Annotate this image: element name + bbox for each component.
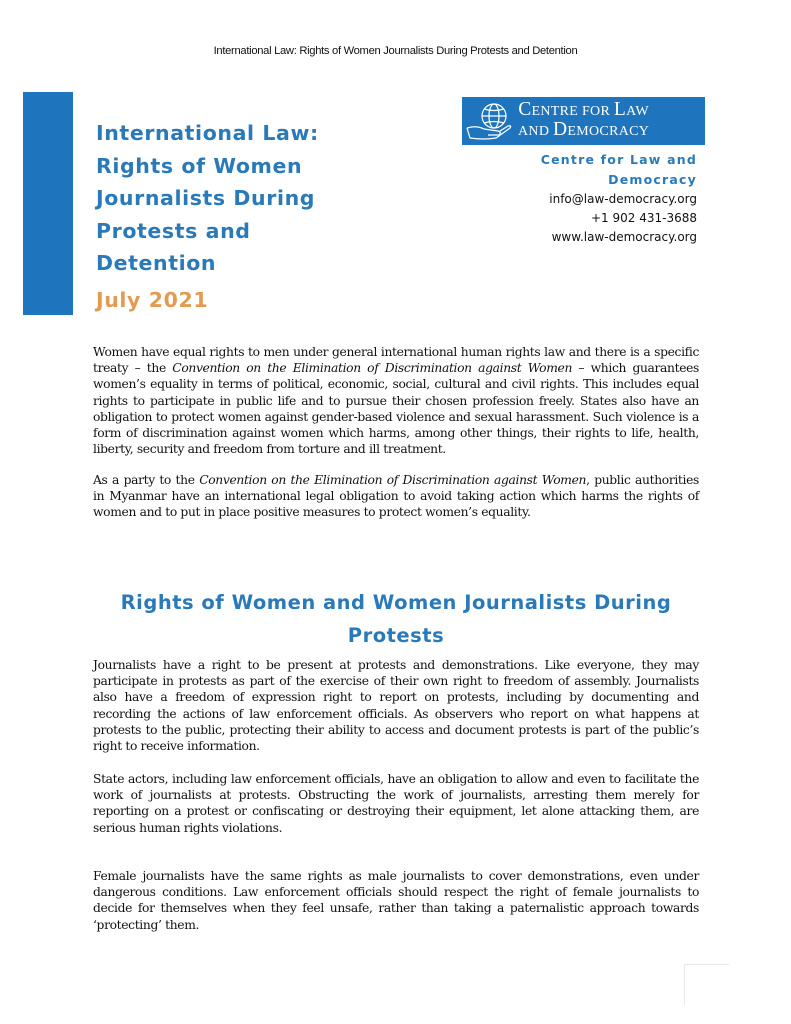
organization-logo (462, 97, 705, 145)
title-line: International Law: (96, 121, 319, 145)
section-heading: Rights of Women and Women Journalists During Protests (120, 591, 672, 647)
contact-website[interactable]: www.law-democracy.org (551, 230, 697, 244)
body-paragraph: State actors, including law enforcement officials, have an obligation to allow and even to facilitate the work of journalists at protests. Obstructing the work of journalists, arresting them merely for reporting on a protest or confiscating or destroying their equipment, let alone attacking them, are serious human rights violations. (93, 772, 699, 835)
document-title (96, 117, 356, 280)
contact-org-name: Centre for Law and Democracy (540, 152, 697, 187)
title-line: Detention (96, 251, 217, 275)
title-line: Protests and (96, 218, 251, 243)
running-header: International Law: Rights of Women Journalists During Protests and Detention (213, 45, 578, 57)
accent-bar (23, 92, 73, 315)
contact-phone: +1 902 431-3688 (591, 211, 697, 225)
title-line: Journalists During (96, 186, 316, 210)
contact-block (527, 150, 697, 247)
intro-paragraph: Women have equal rights to men under general international human rights law and there is a specific treaty – the Convention on the Elimination of Discrimination against Women – which guarantees women’s equality in terms of political, economic, social, cultural and civil rights. This includes equal rights to participate in public life and to pursue their chosen profession freely. States also have an obligation to protect women against gender-based violence and sexual harassment. Such violence is a form of discrimination against women which harms, among other things, their rights to life, health, liberty, security and freedom from torture and ill treatment. (93, 345, 700, 457)
treaty-name: Convention on the Elimination of Discrimination against Women (199, 473, 587, 487)
page-corner-mark (684, 964, 729, 1005)
globe-in-hands-icon (464, 98, 516, 144)
body-paragraph: Journalists have a right to be present at protests and demonstrations. Like everyone, they may participate in protests as part of the exercise of their own right to freedom of assembly. Journalists also have a freedom of expression right to report on protests, including by documenting and recording the actions of law enforcement officials. As observers who report on what happens at protests to the public, protecting their ability to access and document protests is part of the public’s right to receive information. (93, 658, 699, 754)
contact-email[interactable]: info@law-democracy.org (549, 192, 697, 206)
logo-line-2: AND DEMOCRACY (518, 119, 650, 140)
myanmar-obligation-paragraph: As a party to the Convention on the Elimination of Discrimination against Women, public authorities in Myanmar have an international legal obligation to avoid taking action which harms the rights of women and to put in place positive measures to protect women’s equality. (93, 473, 699, 520)
body-paragraph: Female journalists have the same rights as male journalists to cover demonstrations, even under dangerous conditions. Law enforcement officials should respect the right of female journalists to decide for themselves when they feel unsafe, rather than taking a paternalistic approach towards ‘protecting’ them. (93, 869, 699, 932)
publication-date: July 2021 (96, 288, 209, 312)
logo-line-1: CENTRE FOR LAW (518, 99, 649, 120)
treaty-name: Convention on the Elimination of Discrimination against Women (172, 361, 573, 376)
title-line: Rights of Women (96, 153, 303, 178)
logo-wordmark (518, 101, 649, 141)
